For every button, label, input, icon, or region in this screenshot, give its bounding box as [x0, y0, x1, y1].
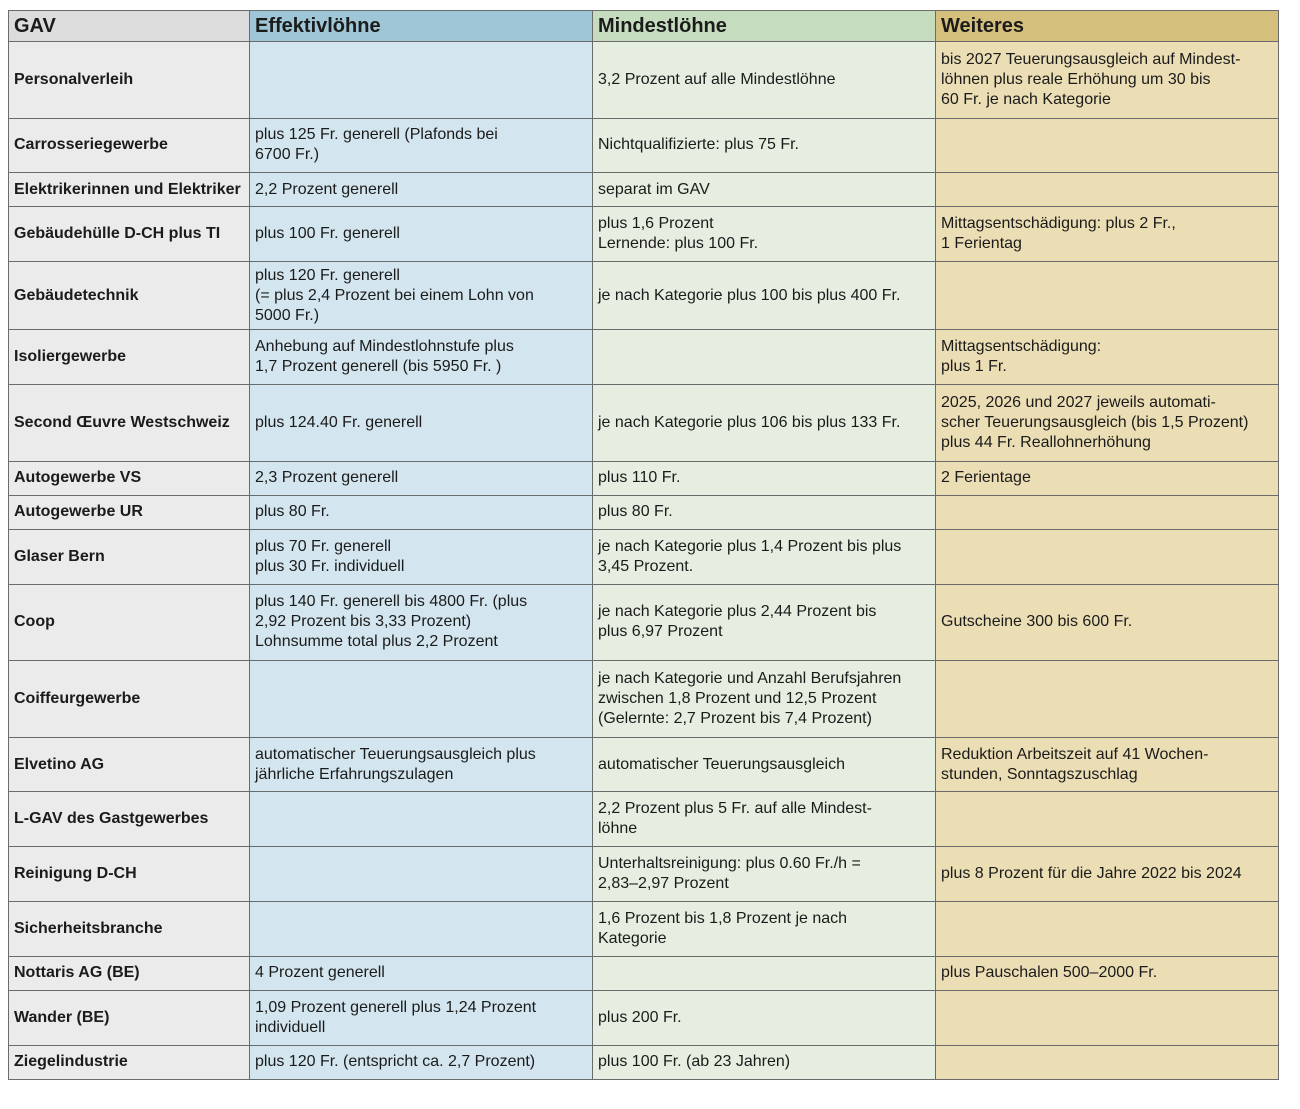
weiteres-cell: Gutscheine 300 bis 600 Fr. — [936, 584, 1279, 661]
mindestloehne-cell: je nach Kategorie und Anzahl Berufsjahren zwischen 1,8 Prozent und 12,5 Prozent (Gelernte: 2,7 Prozent bis 7,4 Prozent) — [593, 661, 936, 738]
mindestloehne-cell: Unterhaltsreinigung: plus 0.60 Fr./h = 2,83–2,97 Prozent — [593, 847, 936, 902]
table-row — [9, 737, 1279, 792]
mindestloehne-cell: plus 110 Fr. — [593, 461, 936, 495]
gav-cell: Nottaris AG (BE) — [9, 956, 250, 990]
weiteres-cell — [936, 262, 1279, 330]
table-row — [9, 42, 1279, 119]
weiteres-cell — [936, 173, 1279, 207]
table-body — [9, 42, 1279, 1080]
weiteres-cell: 2025, 2026 und 2027 jeweils automati- scher Teuerungsausgleich (bis 1,5 Prozent) plus 44 Fr. Reallohnerhöhung — [936, 385, 1279, 462]
effektivloehne-cell: plus 120 Fr. (entspricht ca. 2,7 Prozent) — [250, 1045, 593, 1079]
effektivloehne-cell: 2,2 Prozent generell — [250, 173, 593, 207]
table-row — [9, 529, 1279, 584]
mindestloehne-cell — [593, 330, 936, 385]
effektivloehne-cell: plus 124.40 Fr. generell — [250, 385, 593, 462]
effektivloehne-cell — [250, 847, 593, 902]
gav-cell: Gebäudetechnik — [9, 262, 250, 330]
effektivloehne-cell — [250, 42, 593, 119]
gav-cell: Glaser Bern — [9, 529, 250, 584]
mindestloehne-cell: plus 100 Fr. (ab 23 Jahren) — [593, 1045, 936, 1079]
gav-cell: Wander (BE) — [9, 990, 250, 1045]
effektivloehne-cell — [250, 661, 593, 738]
mindestloehne-cell: je nach Kategorie plus 1,4 Prozent bis plus 3,45 Prozent. — [593, 529, 936, 584]
effektivloehne-cell: plus 140 Fr. generell bis 4800 Fr. (plus 2,92 Prozent bis 3,33 Prozent) Lohnsumme total plus 2,2 Prozent — [250, 584, 593, 661]
mindestloehne-cell: je nach Kategorie plus 2,44 Prozent bis plus 6,97 Prozent — [593, 584, 936, 661]
mindestloehne-cell: je nach Kategorie plus 100 bis plus 400 Fr. — [593, 262, 936, 330]
weiteres-cell — [936, 1045, 1279, 1079]
table-row — [9, 173, 1279, 207]
table-row — [9, 792, 1279, 847]
weiteres-cell — [936, 495, 1279, 529]
weiteres-cell — [936, 792, 1279, 847]
gav-cell: Sicherheitsbranche — [9, 902, 250, 957]
gav-cell: Isoliergewerbe — [9, 330, 250, 385]
gav-cell: Coiffeurgewerbe — [9, 661, 250, 738]
gav-cell: Carrosseriegewerbe — [9, 118, 250, 173]
gav-cell: Reinigung D-CH — [9, 847, 250, 902]
table-row — [9, 847, 1279, 902]
gav-cell: Autogewerbe UR — [9, 495, 250, 529]
table-row — [9, 1045, 1279, 1079]
mindestloehne-cell: 1,6 Prozent bis 1,8 Prozent je nach Kategorie — [593, 902, 936, 957]
weiteres-cell — [936, 118, 1279, 173]
table-row — [9, 495, 1279, 529]
table-row — [9, 956, 1279, 990]
gav-cell: Coop — [9, 584, 250, 661]
weiteres-cell — [936, 529, 1279, 584]
table-row — [9, 461, 1279, 495]
mindestloehne-cell: 3,2 Prozent auf alle Mindestlöhne — [593, 42, 936, 119]
mindestloehne-cell: 2,2 Prozent plus 5 Fr. auf alle Mindest- löhne — [593, 792, 936, 847]
effektivloehne-cell — [250, 792, 593, 847]
table-row — [9, 990, 1279, 1045]
weiteres-cell: Mittagsentschädigung: plus 1 Fr. — [936, 330, 1279, 385]
mindestloehne-cell: separat im GAV — [593, 173, 936, 207]
header-weiteres: Weiteres — [936, 11, 1279, 42]
table-row — [9, 330, 1279, 385]
weiteres-cell: Reduktion Arbeitszeit auf 41 Wochen- stunden, Sonntagszuschlag — [936, 737, 1279, 792]
table-row — [9, 385, 1279, 462]
effektivloehne-cell: 2,3 Prozent generell — [250, 461, 593, 495]
effektivloehne-cell: plus 70 Fr. generell plus 30 Fr. individuell — [250, 529, 593, 584]
header-row — [9, 11, 1279, 42]
effektivloehne-cell: Anhebung auf Mindestlohnstufe plus 1,7 Prozent generell (bis 5950 Fr. ) — [250, 330, 593, 385]
mindestloehne-cell: Nichtqualifizierte: plus 75 Fr. — [593, 118, 936, 173]
gav-cell: Personalverleih — [9, 42, 250, 119]
weiteres-cell: Mittagsentschädigung: plus 2 Fr., 1 Ferientag — [936, 207, 1279, 262]
effektivloehne-cell: plus 100 Fr. generell — [250, 207, 593, 262]
weiteres-cell: plus 8 Prozent für die Jahre 2022 bis 2024 — [936, 847, 1279, 902]
effektivloehne-cell: automatischer Teuerungsausgleich plus jährliche Erfahrungszulagen — [250, 737, 593, 792]
weiteres-cell — [936, 902, 1279, 957]
mindestloehne-cell: plus 80 Fr. — [593, 495, 936, 529]
effektivloehne-cell — [250, 902, 593, 957]
table-row — [9, 584, 1279, 661]
mindestloehne-cell — [593, 956, 936, 990]
header-gav: GAV — [9, 11, 250, 42]
header-mindestloehne: Mindestlöhne — [593, 11, 936, 42]
weiteres-cell — [936, 661, 1279, 738]
effektivloehne-cell: plus 80 Fr. — [250, 495, 593, 529]
gav-cell: Elvetino AG — [9, 737, 250, 792]
table-row — [9, 262, 1279, 330]
mindestloehne-cell: automatischer Teuerungsausgleich — [593, 737, 936, 792]
effektivloehne-cell: 4 Prozent generell — [250, 956, 593, 990]
mindestloehne-cell: plus 200 Fr. — [593, 990, 936, 1045]
weiteres-cell: 2 Ferientage — [936, 461, 1279, 495]
effektivloehne-cell: 1,09 Prozent generell plus 1,24 Prozent individuell — [250, 990, 593, 1045]
gav-cell: Second Œuvre Westschweiz — [9, 385, 250, 462]
table-row — [9, 661, 1279, 738]
mindestloehne-cell: je nach Kategorie plus 106 bis plus 133 Fr. — [593, 385, 936, 462]
gav-cell: Gebäudehülle D-CH plus TI — [9, 207, 250, 262]
gav-wage-table — [8, 10, 1279, 1080]
gav-cell: Ziegelindustrie — [9, 1045, 250, 1079]
effektivloehne-cell: plus 120 Fr. generell (= plus 2,4 Prozent bei einem Lohn von 5000 Fr.) — [250, 262, 593, 330]
mindestloehne-cell: plus 1,6 Prozent Lernende: plus 100 Fr. — [593, 207, 936, 262]
gav-cell: L-GAV des Gastgewerbes — [9, 792, 250, 847]
weiteres-cell — [936, 990, 1279, 1045]
gav-cell: Autogewerbe VS — [9, 461, 250, 495]
effektivloehne-cell: plus 125 Fr. generell (Plafonds bei 6700 Fr.) — [250, 118, 593, 173]
weiteres-cell: bis 2027 Teuerungsausgleich auf Mindest- löhnen plus reale Erhöhung um 30 bis 60 Fr. je nach Kategorie — [936, 42, 1279, 119]
table-row — [9, 207, 1279, 262]
table-row — [9, 118, 1279, 173]
weiteres-cell: plus Pauschalen 500–2000 Fr. — [936, 956, 1279, 990]
gav-cell: Elektrikerinnen und Elektriker — [9, 173, 250, 207]
header-effektivloehne: Effektivlöhne — [250, 11, 593, 42]
table-row — [9, 902, 1279, 957]
